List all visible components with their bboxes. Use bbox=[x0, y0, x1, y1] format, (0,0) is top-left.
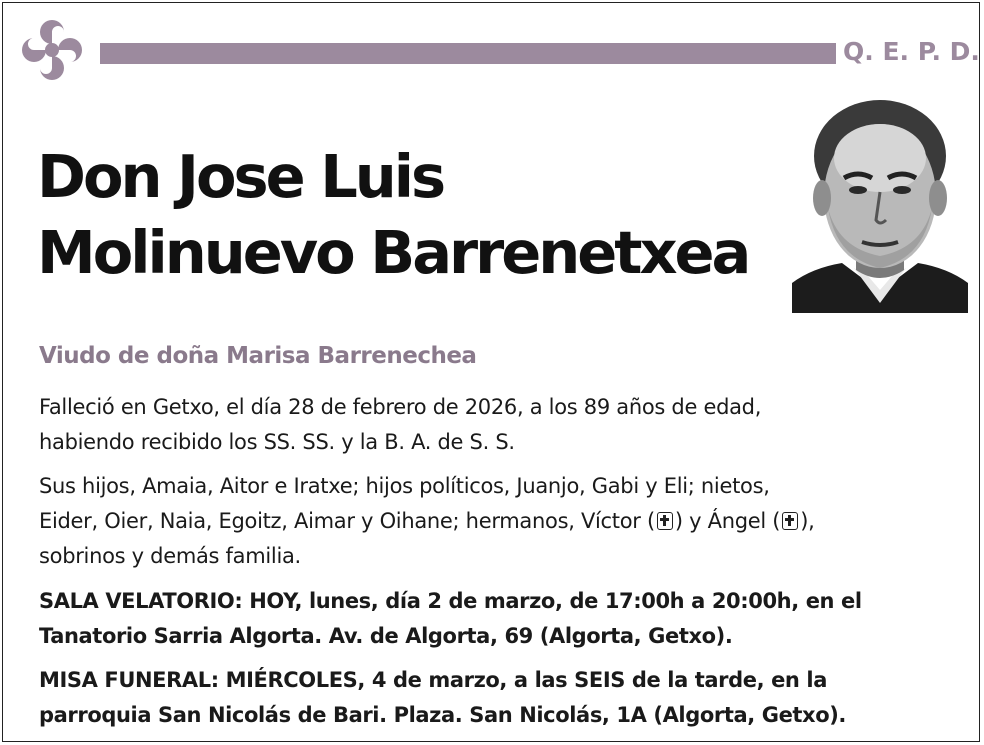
funeral-paragraph bbox=[39, 663, 974, 733]
death-notice-line-1: Falleció en Getxo, el día 28 de febrero de 2026, a los 89 años de edad, bbox=[39, 395, 762, 419]
family-line-2a: Eider, Oier, Naia, Egoitz, Aimar y Oihane; hermanos, Víctor ( bbox=[39, 509, 655, 533]
widow-subtitle: Viudo de doña Marisa Barrenechea bbox=[39, 343, 477, 369]
funeral-line-1: MISA FUNERAL: MIÉRCOLES, 4 de marzo, a las SEIS de la tarde, en la bbox=[39, 668, 827, 692]
family-line-2b: ) y Ángel ( bbox=[674, 509, 781, 533]
wake-paragraph bbox=[39, 584, 974, 654]
name-line-2: Molinuevo Barrenetxea bbox=[37, 218, 749, 287]
cross-icon bbox=[657, 512, 673, 530]
family-paragraph bbox=[39, 469, 974, 574]
wake-line-2: Tanatorio Sarria Algorta. Av. de Algorta, 69 (Algorta, Getxo). bbox=[39, 624, 733, 648]
family-line-2c: ), bbox=[800, 509, 815, 533]
death-notice-paragraph bbox=[39, 390, 974, 460]
funeral-line-2: parroquia San Nicolás de Bari. Plaza. San Nicolás, 1A (Algorta, Getxo). bbox=[39, 703, 847, 727]
family-line-1: Sus hijos, Amaia, Aitor e Iratxe; hijos políticos, Juanjo, Gabi y Eli; nietos, bbox=[39, 474, 770, 498]
deceased-name bbox=[37, 139, 797, 291]
header-bar bbox=[100, 43, 836, 64]
name-line-1: Don Jose Luis bbox=[37, 142, 444, 211]
wake-line-1: SALA VELATORIO: HOY, lunes, día 2 de marzo, de 17:00h a 20:00h, en el bbox=[39, 589, 862, 613]
cross-icon bbox=[782, 512, 798, 530]
qepd-label: Q. E. P. D. bbox=[843, 37, 980, 66]
portrait-photo bbox=[792, 98, 968, 313]
death-notice-line-2: habiendo recibido los SS. SS. y la B. A. de S. S. bbox=[39, 430, 515, 454]
family-line-3: sobrinos y demás familia. bbox=[39, 544, 301, 568]
obituary-card bbox=[2, 2, 980, 742]
lauburu-icon bbox=[13, 11, 91, 89]
